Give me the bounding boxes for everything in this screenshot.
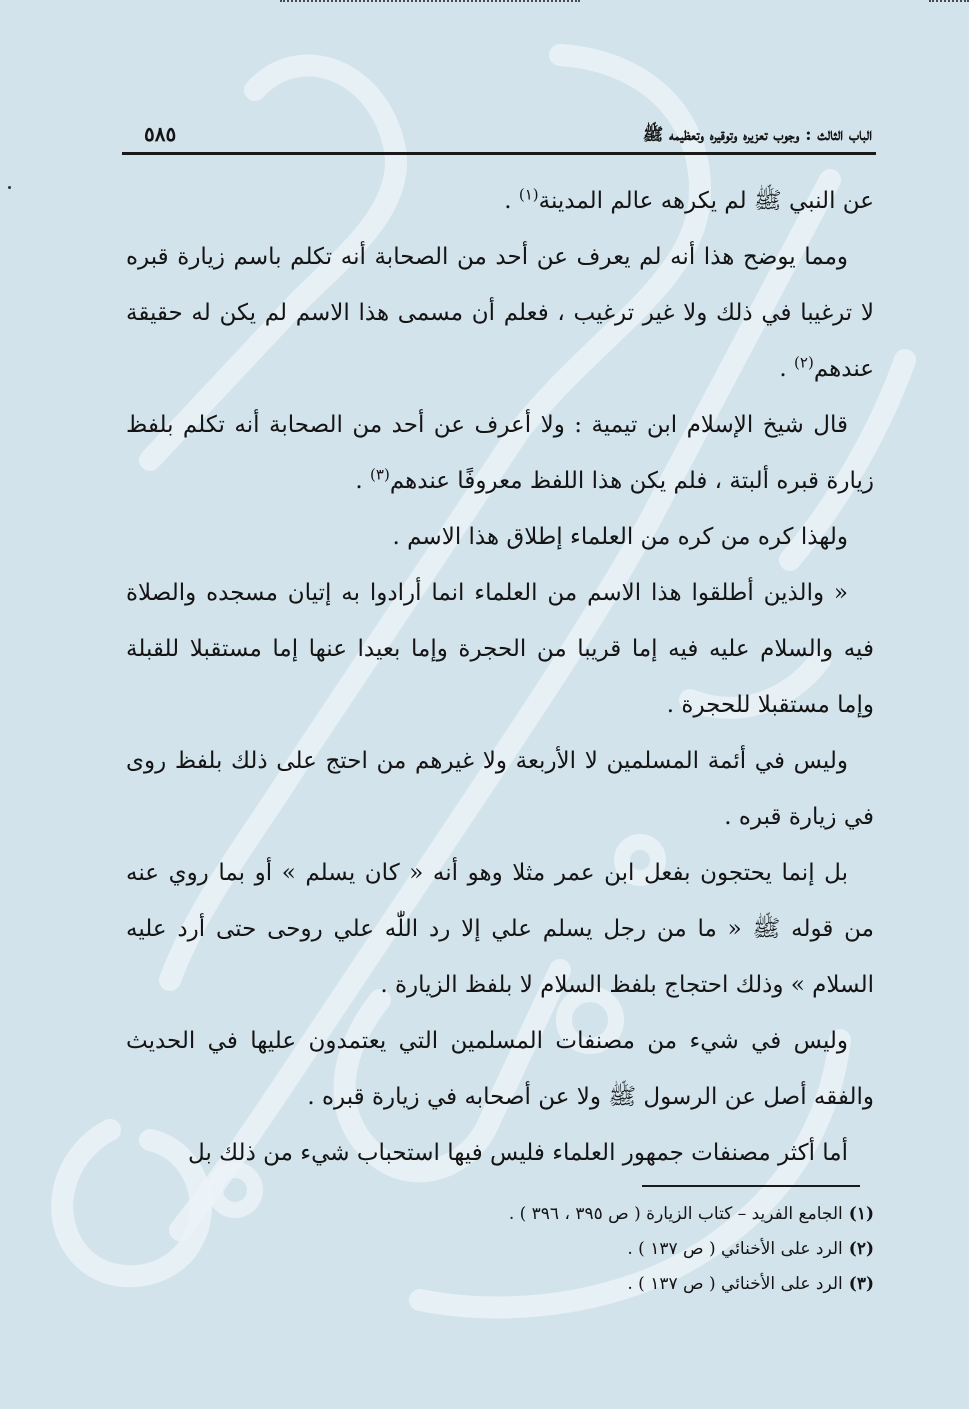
- page-number: ٥٨٥: [144, 122, 177, 146]
- paragraph-text: بل إنما يحتجون بفعل ابن عمر مثلا وهو أنه « كان يسلم » أو بما روي عنه من قوله ﷺ « ما من رجل يسلم علي إلا رد اللّٰه علي روحى حتى أرد عليه السلام » وذلك احتجاج بلفظ السلام لا بلفظ الزيارة .: [126, 860, 874, 998]
- paragraph: [126, 229, 874, 397]
- footnote-ref: (١): [518, 185, 539, 204]
- paragraph-text: ولهذا كره من كره من العلماء إطلاق هذا الاسم .: [392, 524, 848, 550]
- footnote-number: (٣): [848, 1274, 874, 1294]
- paragraph-text: قال شيخ الإسلام ابن تيمية : ولا أعرف عن أحد من الصحابة أنه تكلم بلفظ زيارة قبره ألبتة ، فلم يكن هذا اللفظ معروفًا عندهم: [126, 412, 874, 494]
- paragraph-end: .: [355, 468, 371, 494]
- paragraph: [126, 397, 874, 509]
- paragraph-end: .: [779, 356, 795, 382]
- paragraph: [126, 173, 874, 229]
- footnote: [122, 1267, 874, 1302]
- paragraph-text: وليس في أئمة المسلمين لا الأربعة ولا غيرهم من احتج على ذلك بلفظ روى في زيارة قبره .: [126, 748, 874, 830]
- paragraph: [126, 733, 874, 845]
- paragraph-end: .: [504, 188, 519, 214]
- footnotes: [122, 1197, 876, 1302]
- footnote: [122, 1197, 874, 1232]
- footnote-ref: (٢): [794, 353, 814, 372]
- paragraph-text: أما أكثر مصنفات جمهور العلماء فليس فيها استحباب شيء من ذلك بل: [188, 1140, 848, 1166]
- paragraph: [126, 509, 874, 565]
- paragraph: [126, 565, 874, 733]
- body-text: [122, 173, 876, 1181]
- footnote: [122, 1232, 874, 1267]
- paragraph-text: ومما يوضح هذا أنه لم يعرف عن أحد من الصحابة أنه تكلم باسم زيارة قبره لا ترغيبا في ذلك ولا غير ترغيب ، فعلم أن مسمى هذا الاسم لم يكن له حقيقة عندهم: [126, 244, 874, 382]
- footnote-separator: [642, 1185, 860, 1187]
- footnote-number: (١): [848, 1204, 874, 1224]
- footnote-text: الرد على الأخنائي ( ص ١٣٧ ) .: [627, 1239, 843, 1259]
- scan-speck: [8, 186, 11, 189]
- book-page: [122, 118, 876, 1302]
- running-header: [122, 118, 876, 155]
- footnote-text: الرد على الأخنائي ( ص ١٣٧ ) .: [627, 1274, 843, 1294]
- paragraph-text: عن النبي ﷺ لم يكرهه عالم المدينة: [538, 188, 874, 214]
- scan-edge-dots-right: [929, 0, 969, 2]
- footnote-text: الجامع الفريد – كتاب الزيارة ( ص ٣٩٥ ، ٣٩٦ ) .: [508, 1204, 843, 1224]
- paragraph: [126, 845, 874, 1013]
- paragraph: [126, 1013, 874, 1125]
- footnote-number: (٢): [848, 1239, 874, 1259]
- paragraph-text: « والذين أطلقوا هذا الاسم من العلماء انما أرادوا به إتيان مسجده والصلاة فيه والسلام عليه فيه إما قريبا من الحجرة وإما بعيدا عنها إما مستقبلا للقبلة وإما مستقبلا للحجرة .: [126, 580, 874, 718]
- chapter-title: الباب الثالث : وجوب تعزيره وتوقيره وتعظيمه ﷺ: [642, 125, 872, 145]
- paragraph: [126, 1125, 874, 1181]
- scan-edge-dots: [280, 0, 580, 2]
- footnote-ref: (٣): [370, 465, 390, 484]
- paragraph-text: وليس في شيء من مصنفات المسلمين التي يعتمدون عليها في الحديث والفقه أصل عن الرسول ﷺ ولا عن أصحابه في زيارة قبره .: [126, 1028, 874, 1110]
